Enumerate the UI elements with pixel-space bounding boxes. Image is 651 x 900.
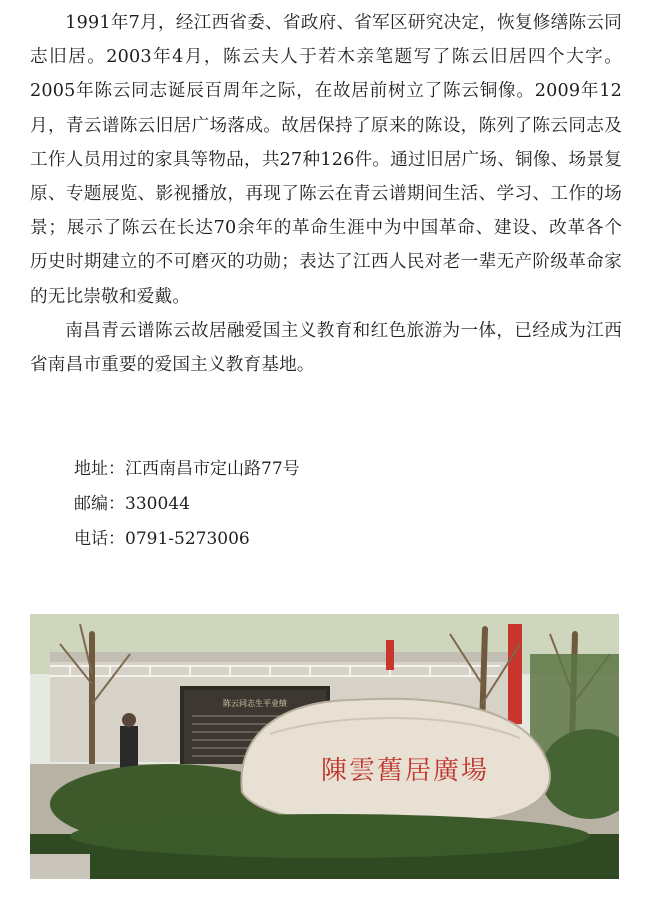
paragraph-history: 1991年7月，经江西省委、省政府、省军区研究决定，恢复修缮陈云同志旧居。2003年4月，陈云夫人于若木亲笔题写了陈云旧居四个大字。2005年陈云同志诞辰百周年之际，在故居前树立了陈云铜像。2009年12月，青云谱陈云旧居广场落成。故居保持了原来的陈设，陈列了陈云同志及工作人员用过的家具等物品，共27种126件。通过旧居广场、铜像、场景复原、专题展览、影视播放，再现了陈云在青云谱期间生活、学习、工作的场景；展示了陈云在长达70余年的革命生涯中为中国革命、建设、改革各个历史时期建立的不可磨灭的功勋；表达了江西人民对老一辈无产阶级革命家的无比崇敬和爱戴。: [30, 13, 622, 307]
stone-inscription: 陳雲舊居廣場: [320, 756, 490, 786]
contact-info: [74, 452, 300, 557]
board-title: 陈云同志生平业绩: [223, 699, 287, 708]
article-body: [30, 6, 622, 382]
phone-line: 电话：0791-5273006: [74, 529, 250, 549]
red-banner: [508, 624, 522, 724]
postcode-line: 邮编：330044: [74, 494, 190, 514]
address-line: 地址：江西南昌市定山路77号: [74, 459, 300, 479]
plaza-photo: [30, 614, 619, 879]
paragraph-summary: 南昌青云谱陈云故居融爱国主义教育和红色旅游为一体，已经成为江西省南昌市重要的爱国主义教育基地。: [30, 320, 622, 376]
plaza-photo-illustration: [30, 614, 619, 879]
